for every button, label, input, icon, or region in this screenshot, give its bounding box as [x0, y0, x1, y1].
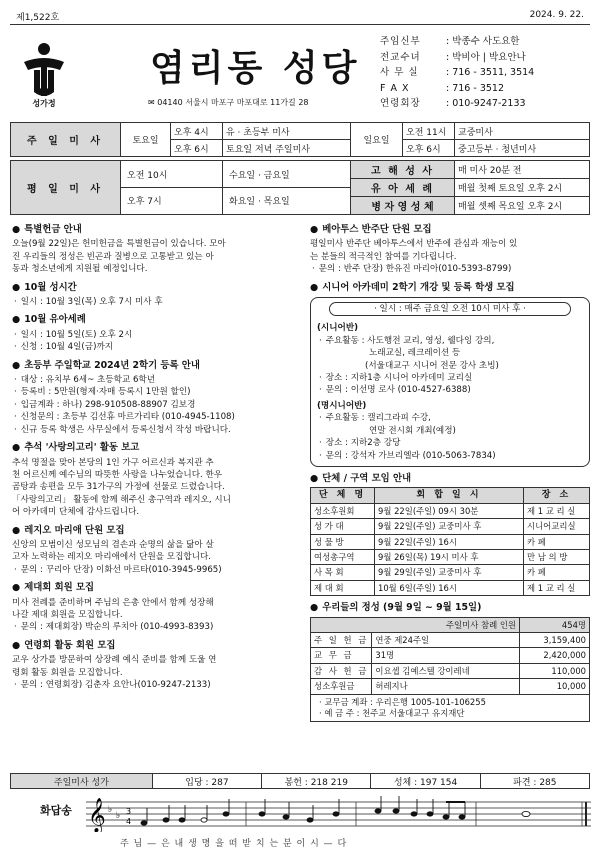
section-beatus-choir: ● 베아투스 반주단 단원 모집 평일미사 반주단 베아투스에서 반주에 관심과 재능이 있 는 분들의 적극적인 참여를 기다립니다. · 문의 : 반주 단장) 한유진 마리아(010-5393-8799) [310, 224, 590, 276]
svg-text:𝄞: 𝄞 [88, 798, 106, 832]
section-altar-society: ● 제대회 회원 모집 미사 전례를 준비하며 주님의 은총 안에서 함께 성장해 나갈 제대 회원을 모집합니다. · 문의 : 제대회장) 박순의 루치아 (010-4993-8393) [12, 582, 300, 634]
section-senior-academy: ● 시니어 아카데미 2학기 개강 및 등록 학생 모집 · 일시 : 매주 금요일 오전 10시 미사 후 · (시니어반) · 주요활동 : 사도행전 교리, 영성, 웰다잉 강의, 노래교실, 레크레이션 등 (서울대교구 시니어 전문 강사 초빙) · 장소 : 지하1층 시니어 아카데미 교리실 · 문의 : 이선명 로사 (010-4527-6388) (명시니어반) · 주요활동 : 캘리그라피 수강, 연말 전시회 개최(예정) · 장소 : 지하2층 강당 · 문의 : 강석자 가브리엘라 (010-5063-7834) [310, 282, 590, 467]
table-row: 제 대 회 10월 6일(주일) 16시 제 1 교 리 실 [311, 580, 590, 595]
senior-academy-box: · 일시 : 매주 금요일 오전 10시 미사 후 · (시니어반) · 주요활동 : 사도행전 교리, 영성, 웰다잉 강의, 노래교실, 레크레이션 등 (서울대교구 시니어 전문 강사 초빙) · 장소 : 지하1층 시니어 아카데미 교리실 · 문의 : 이선명 로사 (010-4527-6388) (명시니어반) · 주요활동 : 캘리그라피 수강, 연말 전시회 개최(예정) · 장소 : 지하2층 강당 · 문의 : 강석자 가브리엘라 (010-5063-7834) [310, 297, 590, 467]
section-group-meetings: ● 단체 / 구역 모임 안내 단 체 명 회 합 일 시 장 소 성소후원회 9월 22일(주일) 09시 30분 제 1 교 리 실 성 가 대 9월 22일(주일) 교중미사 후 시니어교리실 성 물 방 9월 22일(주일) 16시 카 페 여성총구역 9월 26일(목) 19시 미사 후 만 남 의 방 사 목 회 9월 29일(주일) 교중미사 후 카 페 제 대 회 10월 6일(주일) 16시 제 1 교 리 실 [310, 473, 590, 596]
issue-number: 제1,522호 [16, 13, 60, 23]
mail-icon: ✉ [148, 98, 158, 107]
hymn-numbers-bar: 주일미사 성가 입당 : 287 봉헌 : 218 219 성체 : 197 154 파견 : 285 [10, 773, 590, 789]
mass-schedule-sunday: 주 일 미 사 토요일 오후 4시 유 · 초등부 미사 일요일 오전 11시 교중미사 오후 6시 토요일 저녁 주일미사 오후 6시 중고등부 · 청년미사 [10, 122, 590, 157]
song-lyrics: 주 님 — 은 내 생 명 을 떠 받 치 는 분 이 시 — 다 [120, 839, 348, 849]
music-staff-icon [86, 792, 596, 832]
offerings-table: 주일미사 참례 인원 454명 주 일 헌 금 연중 제24주일 3,159,400 교 무 금 31명 2,420,000 감 사 헌 금 이요셉 김예스텔 강이레네 110,000 성소후원금 허레지나 10,000 · 교무금 계좌 : 우리은행 1005-101-106255 · 예 금 주 : 천주교 서울대교구 유지재단 [310, 617, 590, 722]
issue-date: 2024. 9. 22. [529, 10, 584, 20]
header-divider [10, 24, 590, 25]
svg-text:3: 3 [126, 807, 132, 816]
section-offerings: ● 우리들의 정성 (9월 9일 ~ 9월 15일) 주일미사 참례 인원 454명 주 일 헌 금 연중 제24주일 3,159,400 교 무 금 31명 2,420,000 감 사 헌 금 이요셉 김예스텔 강이레네 110,000 성소후원금 허레지나 10,000 · 교무금 계좌 : 우리은행 1005-101-106255 · 예 금 주 : 천주교 서울대교구 유지재단 [310, 602, 590, 721]
section-sunday-school: ● 초등부 주일학교 2024년 2학기 등록 안내 · 대상 : 유치부 6세~ 초등학교 6학년 · 등록비 : 5만원(형제·자매 등록시 1만원 할인) · 입금계좌 : 하나) 298-910508-88907 김보경 · 신청문의 : 초등부 김선휴 마르가리타 (010-4945-1108) · 신규 등록 학생은 사무실에서 등록신청서 작성 바랍니다. [12, 360, 300, 436]
section-holy-hour: ● 10월 성시간 · 일시 : 10월 3일(목) 오후 7시 미사 후 [12, 282, 300, 309]
info-row: F A X : 716 - 3512 [380, 82, 504, 94]
info-row: 주임신부 : 박종수 사도요한 [380, 36, 520, 47]
right-column [310, 224, 590, 722]
section-funeral-society: ● 연령회 활동 회원 모집 교우 상가를 방문하여 상장례 예식 준비를 함께 도울 연 령회 활동 회원을 모집합니다. · 문의 : 연령회장) 김춘자 요안나(010-9247-2133) [12, 640, 300, 692]
responsorial-psalm-label: 화답송 [40, 804, 72, 817]
section-infant-baptism: ● 10월 유아세례 · 일시 : 10월 5일(토) 오후 2시 · 신청 : 10월 4일(금)까지 [12, 314, 300, 353]
table-row: 교 무 금 31명 2,420,000 [311, 648, 590, 663]
meetings-table: 단 체 명 회 합 일 시 장 소 성소후원회 9월 22일(주일) 09시 30분 제 1 교 리 실 성 가 대 9월 22일(주일) 교중미사 후 시니어교리실 성 물 방 9월 22일(주일) 16시 카 페 여성총구역 9월 26일(목) 19시 미사 후 만 남 의 방 사 목 회 9월 29일(주일) 교중미사 후 카 페 제 대 회 10월 6일(주일) 16시 제 1 교 리 실 [310, 487, 590, 596]
page-title: 염리동 성당 [150, 48, 361, 89]
schedule-pill: · 일시 : 매주 금요일 오전 10시 미사 후 · [329, 302, 571, 316]
svg-text:♭: ♭ [116, 811, 121, 821]
left-column [12, 224, 300, 691]
table-row: 감 사 헌 금 이요셉 김예스텔 강이레네 110,000 [311, 663, 590, 678]
section-chuseok-report: ● 추석 '사랑의고리' 활동 보고 추석 명절을 맞아 본당의 1인 가구 어르신과 복지관 추 천 어르신께 예수님의 따뜻한 사랑을 나누었습니다. 한우 곰탕과 송편을 모두 31가구의 가정에 선물로 드렸습니다. 「사랑의고리」 활동에 함께 해주신 총구역과 레지오, 시니 어 아카데미 단체에 감사드립니다. [12, 442, 300, 518]
table-row: 주 일 헌 금 연중 제24주일 3,159,400 [311, 632, 590, 647]
address: ✉ 04140 서울시 마포구 마포대로 11가길 28 [148, 98, 309, 107]
table-row: 성 물 방 9월 22일(주일) 16시 카 페 [311, 534, 590, 549]
info-row: 전교수녀 : 박비아 | 박요안나 [380, 51, 526, 63]
parish-logo-icon [18, 40, 70, 106]
parish-info [380, 34, 534, 112]
section-special-offering: ● 특별헌금 안내 오늘(9월 22일)은 헌미헌금을 특별헌금이 있습니다. 모아 진 우리들의 정성은 빈곤과 질병으로 고통받고 있는 아 동과 청소년에게 지원될 예정입니다. [12, 224, 300, 276]
table-row: 성 가 대 9월 22일(주일) 교중미사 후 시니어교리실 [311, 519, 590, 534]
mass-schedule-weekday: 평 일 미 사 오전 10시 오후 7시 수요일 · 금요일 화요일 · 목요일 고 해 성 사 매 미사 20분 전 유 아 세 례 매월 첫째 토요일 오후 2시 병 자 영 성 체 매월 셋째 목요일 오후 2시 [10, 160, 590, 215]
table-row: 사 목 회 9월 29일(주일) 교중미사 후 카 페 [311, 565, 590, 580]
info-row: 연령회장 : 010-9247-2133 [380, 98, 526, 109]
svg-text:♭: ♭ [108, 805, 113, 815]
logo-caption: 성가정 [32, 99, 56, 108]
table-row: 성소후원회 9월 22일(주일) 09시 30분 제 1 교 리 실 [311, 503, 590, 518]
table-row: 성소후원금 허레지나 10,000 [311, 679, 590, 694]
svg-text:4: 4 [126, 817, 132, 826]
table-row: 여성총구역 9월 26일(목) 19시 미사 후 만 남 의 방 [311, 549, 590, 564]
info-row: 사 무 실 : 716 - 3511, 3514 [380, 67, 535, 78]
section-legio-mariae: ● 레지오 마리애 단원 모집 신앙의 모범이신 성모님의 겸손과 순명의 삶을 닮아 살 고자 노력하는 레지오 마리애에서 단원을 모집합니다. · 문의 : 꾸리아 단장) 이화선 마르타(010-3945-9965) [12, 525, 300, 577]
